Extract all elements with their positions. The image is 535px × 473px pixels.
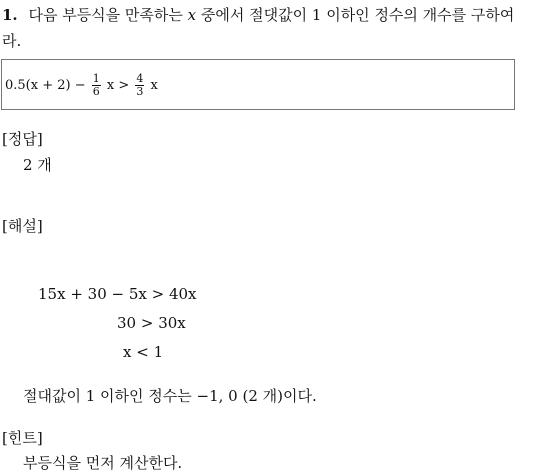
- formula-lhs: 0.5(x + 2) −: [5, 78, 86, 93]
- question-text-before: 다음 부등식을 만족하는: [28, 6, 183, 24]
- hint-label: [힌트]: [2, 429, 43, 447]
- answer-label: [정답]: [2, 130, 43, 148]
- solution-step-3: x < 1: [123, 343, 164, 361]
- hint-text: 부등식을 먼저 계산한다.: [23, 454, 183, 472]
- question-variable: x: [187, 6, 197, 24]
- formula-mid: x >: [106, 78, 130, 93]
- fraction-denominator: 6: [92, 85, 100, 98]
- question-text: [2, 2, 532, 54]
- fraction-numerator: 1: [92, 72, 100, 85]
- question-number: 1.: [2, 6, 18, 24]
- solution-step-1: 15x + 30 − 5x > 40x: [38, 285, 197, 303]
- solution-label: [해설]: [2, 217, 43, 235]
- fraction-one-sixth: [92, 73, 101, 98]
- fraction-four-thirds: [135, 73, 144, 98]
- formula-rhs: x: [150, 78, 158, 93]
- solution-conclusion: 절대값이 1 이하인 정수는 −1, 0 (2 개)이다.: [23, 387, 317, 405]
- fraction-denominator: 3: [136, 85, 144, 98]
- inequality-formula: [5, 73, 158, 98]
- solution-step-2: 30 > 30x: [117, 314, 186, 332]
- question-text-after: 중에서 절댓값이 1 이하인 정수의 개수를 구하여라.: [2, 6, 515, 50]
- fraction-numerator: 4: [136, 72, 144, 85]
- answer-value: 2 개: [23, 156, 52, 174]
